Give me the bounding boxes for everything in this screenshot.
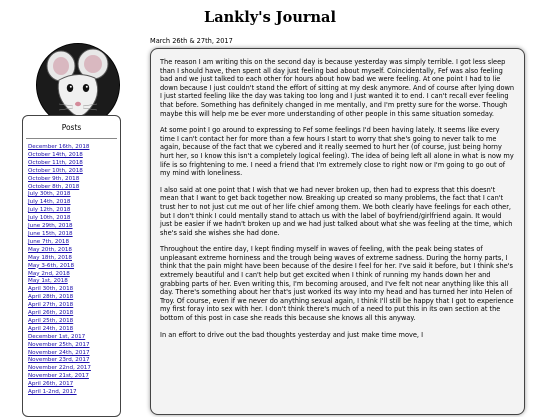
list-item	[28, 199, 120, 207]
post-link[interactable]: July 12th, 2018	[28, 207, 71, 214]
post-link[interactable]: May 18th, 2018	[28, 254, 72, 261]
post-link[interactable]: June 7th, 2018	[28, 238, 70, 245]
list-item	[28, 160, 120, 168]
post-link[interactable]: October 14th, 2018	[28, 151, 83, 158]
list-item	[28, 247, 120, 255]
post-link[interactable]: April 26th, 2018	[28, 310, 74, 317]
post-link[interactable]: May 3-6th, 2018	[28, 262, 75, 269]
post-link[interactable]: December 1st, 2017	[28, 333, 86, 340]
post-link[interactable]: November 22nd, 2017	[28, 365, 91, 372]
post-link[interactable]: October 8th, 2018	[28, 183, 80, 190]
post-link[interactable]: November 24th, 2017	[28, 349, 90, 356]
post-link[interactable]: June 29th, 2018	[28, 223, 73, 230]
posts-sidebar	[22, 115, 121, 417]
posts-heading: Posts	[61, 123, 82, 132]
post-link[interactable]: November 23rd, 2017	[28, 357, 90, 364]
list-item	[28, 334, 120, 342]
list-item	[28, 207, 120, 215]
post-link[interactable]: November 25th, 2017	[28, 341, 90, 348]
post-link[interactable]: July 30th, 2018	[28, 191, 71, 198]
post-link[interactable]: June 15th, 2018	[28, 230, 73, 237]
list-item	[28, 318, 120, 326]
list-item	[28, 381, 120, 389]
list-item	[28, 152, 120, 160]
list-item	[28, 342, 120, 350]
list-item	[28, 389, 120, 397]
post-link[interactable]: April 26th, 2017	[28, 381, 74, 388]
list-item	[28, 263, 120, 271]
post-paragraph: In an effort to drive out the bad thoughts yesterday and just make time move, I	[160, 330, 424, 339]
list-item	[28, 223, 120, 231]
post-link[interactable]: July 10th, 2018	[28, 215, 71, 222]
post-paragraph: Throughout the entire day, I kept finding myself in waves of feeling, with the peak being states of unpleasant extreme horniness and the trough being waves of extreme sadness. During the horny parts, I think that the pain might have been because of the desire I feel for her. I've said it before, but I think she's extremely beautiful and I can't help but get excited when I think of running my hands down her and grabbing parts of her. Even writing this, I'm becoming aroused, and I've felt not near anything like this all day. There's something about her that's just worked its way into my head and has turned her into Helen of Troy. Of course, even if we never do anything sexual again, I think I'll still be happy that I got to experience my first foray into sex with her. I don't think there's much of a need to put this in its own section at the bottom of this post in case she reads this because she knows all this anyway.	[160, 245, 514, 323]
mouse-avatar-icon	[37, 44, 119, 126]
posts-divider	[26, 138, 117, 139]
post-body	[151, 49, 524, 339]
post-link[interactable]: October 9th, 2018	[28, 175, 80, 182]
list-item	[28, 357, 120, 365]
post-link[interactable]: April 25th, 2018	[28, 317, 74, 324]
list-item	[28, 144, 120, 152]
post-link[interactable]: December 16th, 2018	[28, 144, 90, 150]
list-item	[28, 365, 120, 373]
post-link[interactable]: July 14th, 2018	[28, 199, 71, 206]
post-paragraph: The reason I am writing this on the second day is because yesterday was simply terrible. I got less sleep than I should have, then spent all day just feeling bad about myself. Coincidentally, Fef was also feeling bad and we just talked to each other for hours about how bad we were feeling. At one point I had to lie down because I just couldn't stand the effort of sitting at my desk anymore. And of course after lying down I just started feeling like the day was taking too long and I just wanted it to end. I can't recall ever feeling that before. Something has definitely changed in me mentally, and I'm pretty sure for the worse. Though maybe this will help me be ever more understanding of other people in this same situation someday.	[160, 58, 515, 118]
list-item	[28, 350, 120, 358]
post-link[interactable]: May 20th, 2018	[28, 246, 72, 253]
post-date: March 26th & 27th, 2017	[150, 37, 233, 45]
list-item	[28, 271, 120, 279]
list-item	[28, 184, 120, 192]
list-item	[28, 286, 120, 294]
list-item	[28, 239, 120, 247]
list-item	[28, 373, 120, 381]
list-item	[28, 278, 120, 286]
post-link[interactable]: April 1-2nd, 2017	[28, 389, 77, 396]
post-content	[150, 48, 525, 415]
post-link[interactable]: May 1st, 2018	[28, 278, 68, 285]
post-link[interactable]: November 21st, 2017	[28, 373, 89, 380]
post-paragraph: At some point I go around to expressing to Fef some feelings I'd been having lately. It seems like every time I can't contact her for more than a few hours I start to worry that she's going to never talk to me again, because of the fact that we cybered and it really seemed to hurt her (of course, just being horny hurt her, so I know this isn't a completely logical feeling). The idea of being left all alone in what is now my life is so frightening to me. I need a friend that I'm extremely close to right now or I'm going to go out of my mind with loneliness.	[160, 126, 514, 178]
post-link[interactable]: October 10th, 2018	[28, 167, 83, 174]
list-item	[28, 231, 120, 239]
list-item	[28, 255, 120, 263]
list-item	[28, 215, 120, 223]
posts-list	[23, 144, 120, 397]
list-item	[28, 168, 120, 176]
list-item	[28, 302, 120, 310]
list-item	[28, 310, 120, 318]
post-link[interactable]: April 27th, 2018	[28, 302, 74, 309]
list-item	[28, 294, 120, 302]
site-title: Lankly's Journal	[204, 9, 336, 26]
list-item	[28, 176, 120, 184]
post-link[interactable]: April 24th, 2018	[28, 325, 74, 332]
list-item	[28, 191, 120, 199]
post-link[interactable]: April 28th, 2018	[28, 294, 74, 301]
post-paragraph: I also said at one point that I wish that we had never broken up, then had to express that this doesn't mean that I want to get back together now. Breaking up created so many problems, the fact that I can't trust her to not just cut me out of her life chief among them. We both clearly have feelings for each other, but I don't think I could mentally stand to attach us with the label of boyfriend/girlfriend again. It would just be easier if we hadn't broken up and we had just talked about what she was feeling at the time, which she's said she wishes she had done.	[160, 185, 513, 237]
post-link[interactable]: April 30th, 2018	[28, 286, 74, 293]
list-item	[28, 326, 120, 334]
post-link[interactable]: October 11th, 2018	[28, 159, 83, 166]
post-link[interactable]: May 2nd, 2018	[28, 270, 70, 277]
